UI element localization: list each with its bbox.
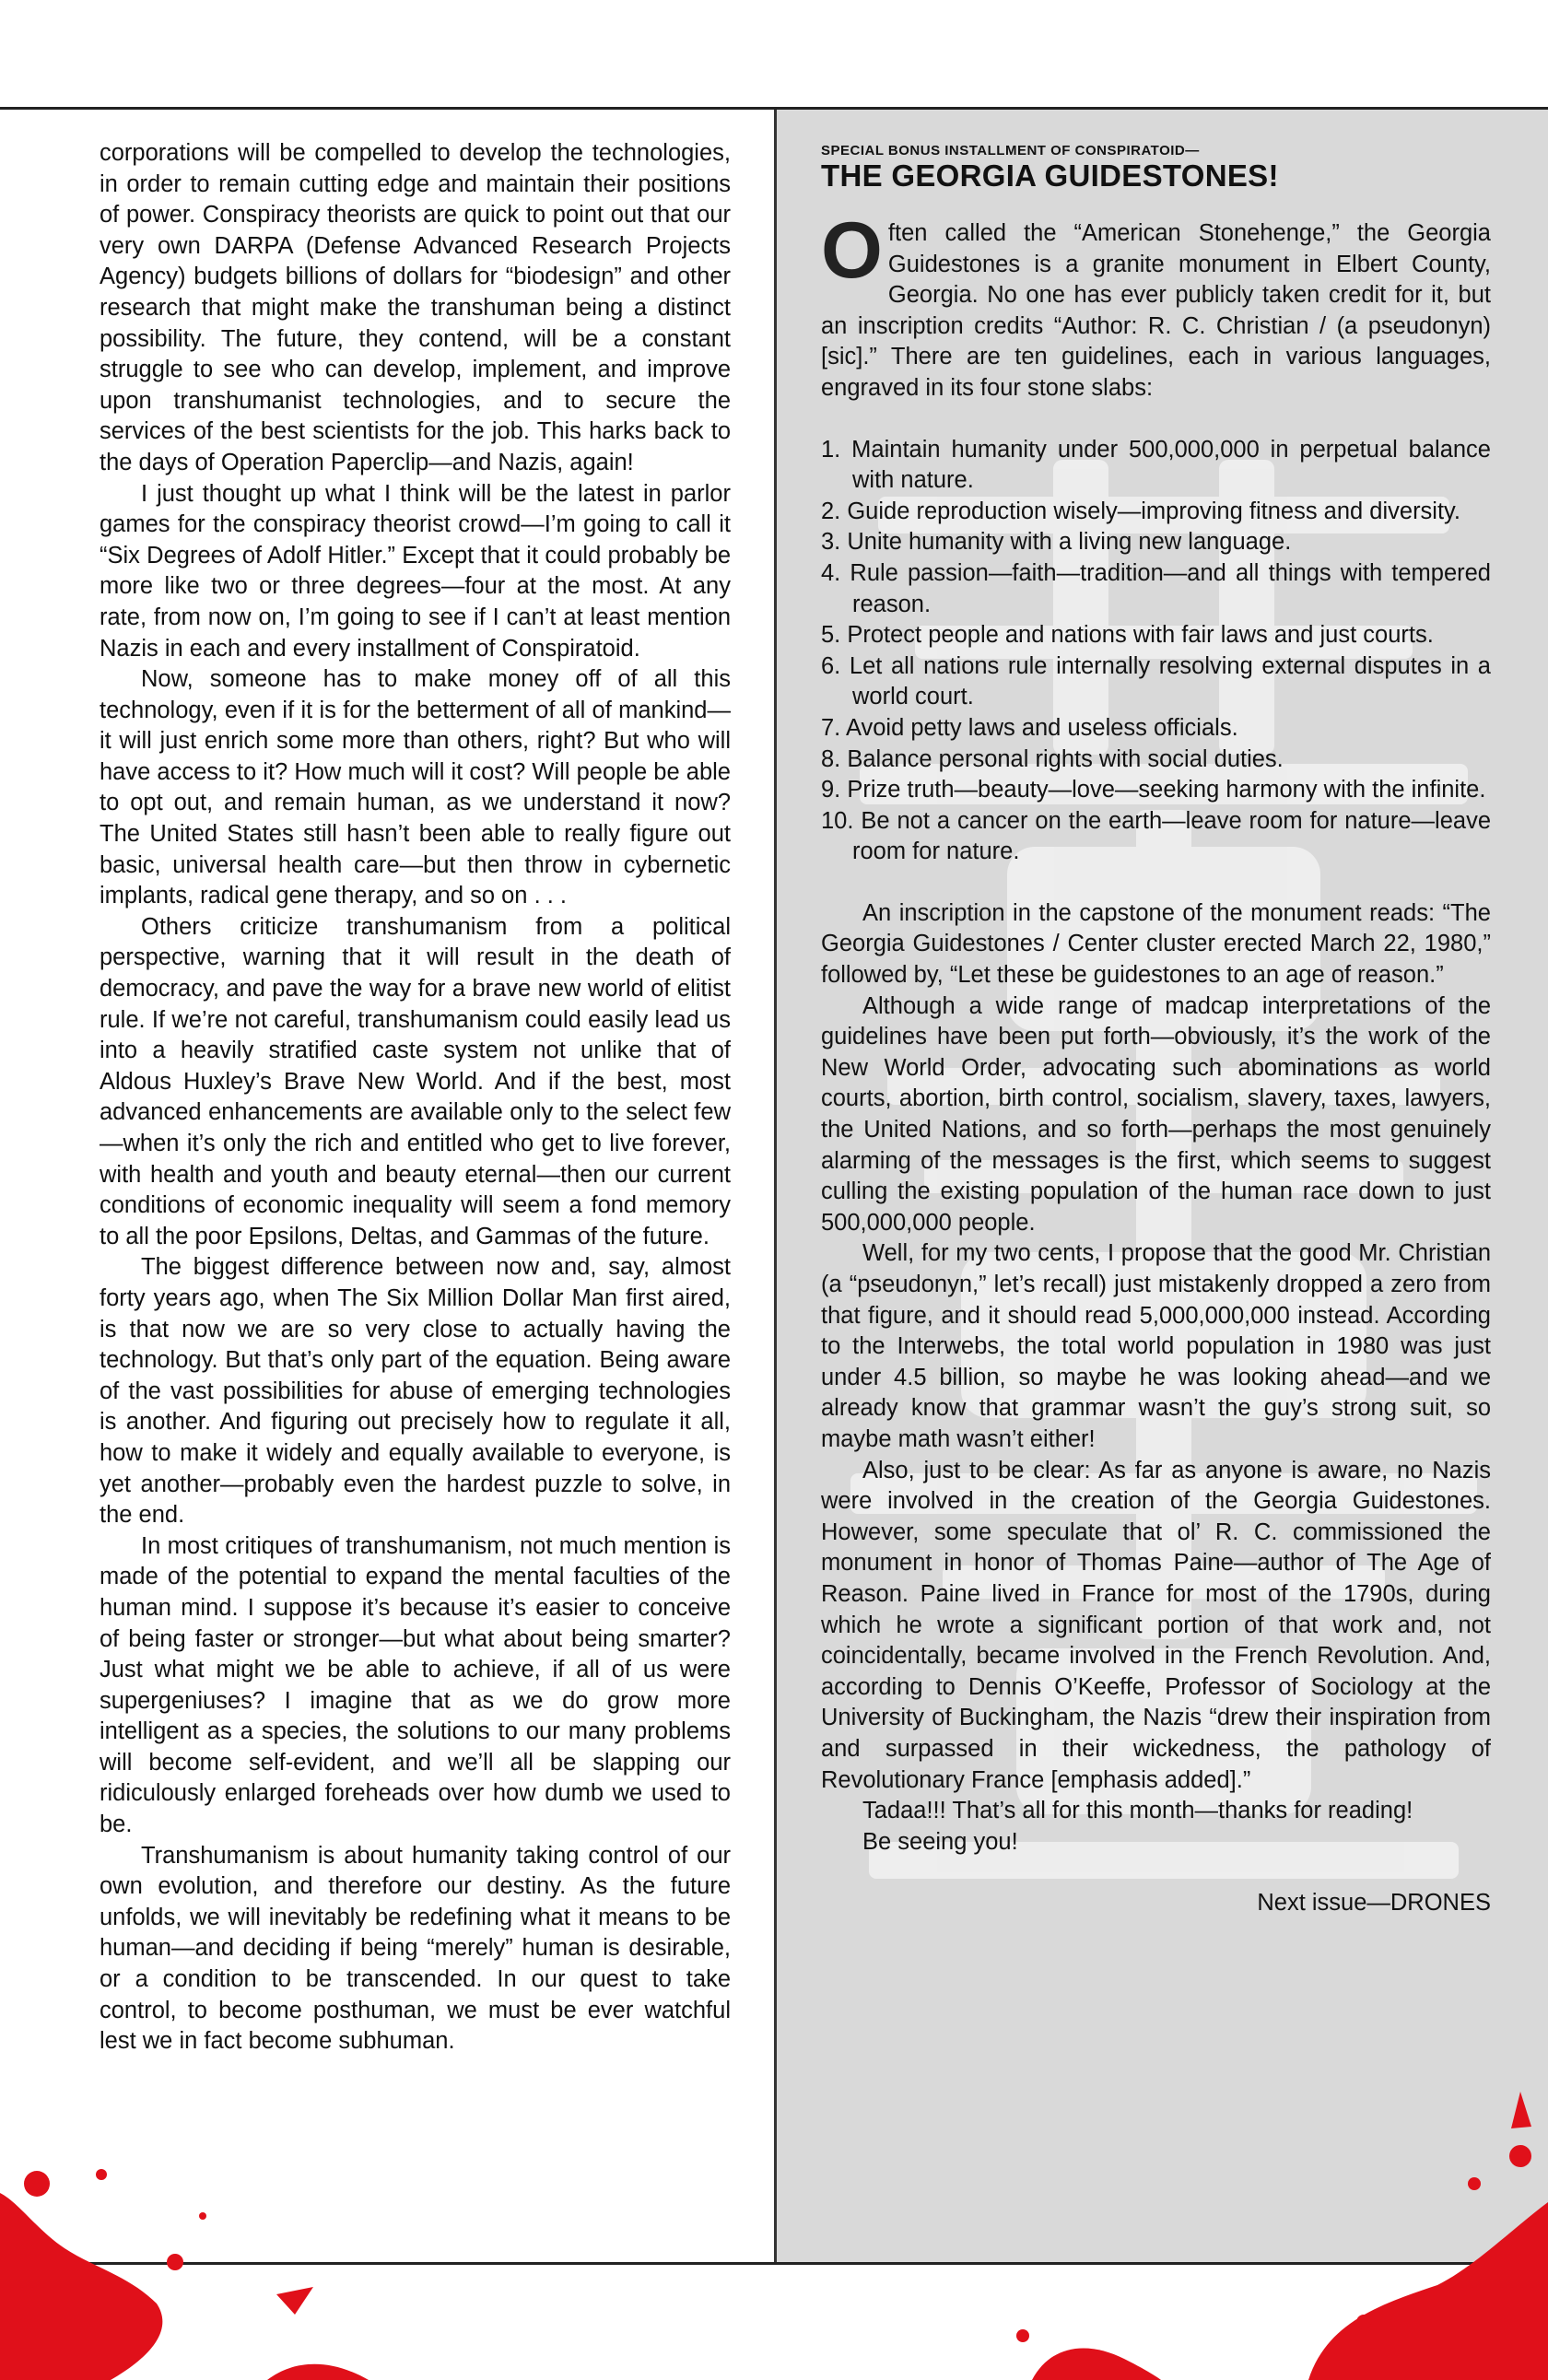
guideline-item: 7. Avoid petty laws and useless officials.: [821, 714, 1238, 741]
sidebar-paragraph: Although a wide range of madcap interpretations of the guidelines have been put forth—obviously, it’s the work of the New World Order, advocating such abominations as world courts, abortion, birth control, socialism, slavery, taxes, lawyers, the United Nations, and so forth—perhaps the most genuinely alarming of the messages is the first, which seems to suggest culling the existing population of the human race down to just 500,000,000 people.: [821, 992, 1491, 1236]
guidelines-list: [821, 435, 1491, 868]
guideline-item: 9. Prize truth—beauty—love—seeking harmony with the infinite.: [821, 777, 1486, 803]
sidebar-paragraph: An inscription in the capstone of the monument reads: “The Georgia Guidestones / Center cluster erected March 22, 1980,” followed by, “Let these be guidestones to an age of reason.”: [821, 899, 1491, 989]
body-paragraph: corporations will be compelled to develop the technologies, in order to remain cutting edge and maintain their positions of power. Conspiracy theorists are quick to point out that our very own DARPA (Defense Advanced Research Projects Agency) budgets billions of dollars for “biodesign” and other research that might make the transhuman being a distinct possibility. The future, they contend, will be a constant struggle to see who can develop, implement, and improve upon transhumanist technologies, and to secure the services of the best scientists for the job. This harks back to the days of Operation Paperclip—and Nazis, again!: [100, 140, 731, 475]
sidebar-kicker: SPECIAL BONUS INSTALLMENT OF CONSPIRATOID—: [821, 143, 1200, 158]
body-paragraph: Now, someone has to make money off of all this technology, even if it is for the betterment of all of mankind—it will just enrich some more than others, right? But who will have access to it? How much will it cost? Will people be able to opt out, and remain human, as we understand it now? The United States still hasn’t been able to really figure out basic, universal health care—but then throw in cybernetic implants, radical gene therapy, and so on . . .: [100, 666, 731, 909]
body-paragraph: In most critiques of transhumanism, not much mention is made of the potential to expand the mental faculties of the human mind. I suppose it’s because it’s easier to conceive of being faster or stronger—but what about being smarter? Just what might we be able to achieve, if all of us were supergeniuses? I imagine that as we do grow more intelligent as a species, the solutions to our many problems will become self-evident, and we’ll all be slapping our ridiculously enlarged foreheads over how dumb we used to be.: [100, 1532, 731, 1838]
sidebar-headline: THE GEORGIA GUIDESTONES!: [821, 158, 1279, 193]
guideline-item: 6. Let all nations rule internally resolving external disputes in a world court.: [821, 652, 1491, 710]
guidestones-sidebar: [774, 110, 1548, 2262]
sidebar-column: [821, 143, 1491, 1919]
sidebar-paragraph: Well, for my two cents, I propose that the good Mr. Christian (a “pseudonyn,” let’s recall) just mistakenly dropped a zero from that figure, and it should read 5,000,000,000 instead. According to the Interwebs, the total world population in 1980 was just under 4.5 billion, so maybe he was looking ahead—and we already know that grammar wasn’t the guy’s strong suit, so maybe math wasn’t either!: [821, 1240, 1491, 1452]
guideline-item: 5. Protect people and nations with fair laws and just courts.: [821, 622, 1434, 649]
drop-cap: O: [821, 206, 883, 295]
body-paragraph: Others criticize transhumanism from a political perspective, warning that it will result in the death of democracy, and pave the way for a brave new world of elitist rule. If we’re not careful, transhumanism could easily lead us into a heavily stratified caste system not unlike that of Aldous Huxley’s Brave New World. And if the best, most advanced enhancements are available only to the select few—when it’s only the rich and entitled who get to live forever, with health and youth and beauty eternal—then our current conditions of economic inequality will seem a fond memory to all the poor Epsilons, Deltas, and Gammas of the future.: [100, 913, 731, 1249]
sidebar-paragraph: Be seeing you!: [862, 1828, 1018, 1855]
guideline-item: 1. Maintain humanity under 500,000,000 in perpetual balance with nature.: [821, 436, 1491, 494]
guideline-item: 8. Balance personal rights with social duties.: [821, 745, 1284, 772]
intro-text: ften called the “American Stonehenge,” the Georgia Guidestones is a granite monument in Elbert County, Georgia. No one has ever publicly taken credit for it, but an inscription credits “Author: R. C. Christian / (a pseudonyn) [sic].” There are ten guidelines, each in various languages, engraved in its four stone slabs:: [821, 220, 1491, 401]
body-paragraph: Transhumanism is about humanity taking control of our own evolution, and therefore our destiny. As the future unfolds, we will inevitably be redefining what it means to be human—and deciding if being “merely” human is desirable, or a condition to be transcended. In our quest to take control, to become posthuman, we must be ever watchful lest we in fact become subhuman.: [100, 1842, 731, 2055]
body-paragraph: I just thought up what I think will be the latest in parlor games for the conspiracy theorist crowd—I’m going to call it “Six Degrees of Adolf Hitler.” Except that it could probably be more like two or three degrees—four at the most. At any rate, from now on, I’m going to see if I can’t at least mention Nazis in each and every installment of Conspiratoid.: [100, 480, 731, 662]
bottom-rule: [0, 2262, 1548, 2265]
sidebar-paragraph: Also, just to be clear: As far as anyone is aware, no Nazis were involved in the creation of the Georgia Guidestones. However, some speculate that ol’ R. C. commissioned the monument in honor of Thomas Paine—author of The Age of Reason. Paine lived in France for most of the 1790s, during which he wrote a significant portion of that work and, not coincidentally, became involved in the French Revolution. And, according to Dennis O’Keeffe, Professor of Sociology at the University of Buckingham, the Nazis “drew their inspiration from and surpassed in their wickedness, the pathology of Revolutionary France [emphasis added].”: [821, 1457, 1491, 1793]
next-issue: Next issue—DRONES: [1257, 1890, 1491, 1917]
guideline-item: 3. Unite humanity with a living new language.: [821, 529, 1292, 556]
left-column: [100, 138, 731, 2058]
guideline-item: 2. Guide reproduction wisely—improving fitness and diversity.: [821, 498, 1461, 524]
sidebar-intro: [821, 206, 1491, 404]
body-paragraph: The biggest difference between now and, say, almost forty years ago, when The Six Million Dollar Man first aired, is that now we are so very close to actually having the technology. But that’s only part of the equation. Being aware of the vast possibilities for abuse of emerging technologies is another. And figuring out precisely how to regulate it all, how to make it widely and equally available to everyone, is yet another—probably even the hardest puzzle to solve, in the end.: [100, 1254, 731, 1529]
guideline-item: 4. Rule passion—faith—tradition—and all things with tempered reason.: [821, 559, 1491, 617]
sidebar-paragraph: Tadaa!!! That’s all for this month—thanks for reading!: [862, 1798, 1413, 1824]
guideline-item: 10. Be not a cancer on the earth—leave room for nature—leave room for nature.: [821, 807, 1491, 865]
